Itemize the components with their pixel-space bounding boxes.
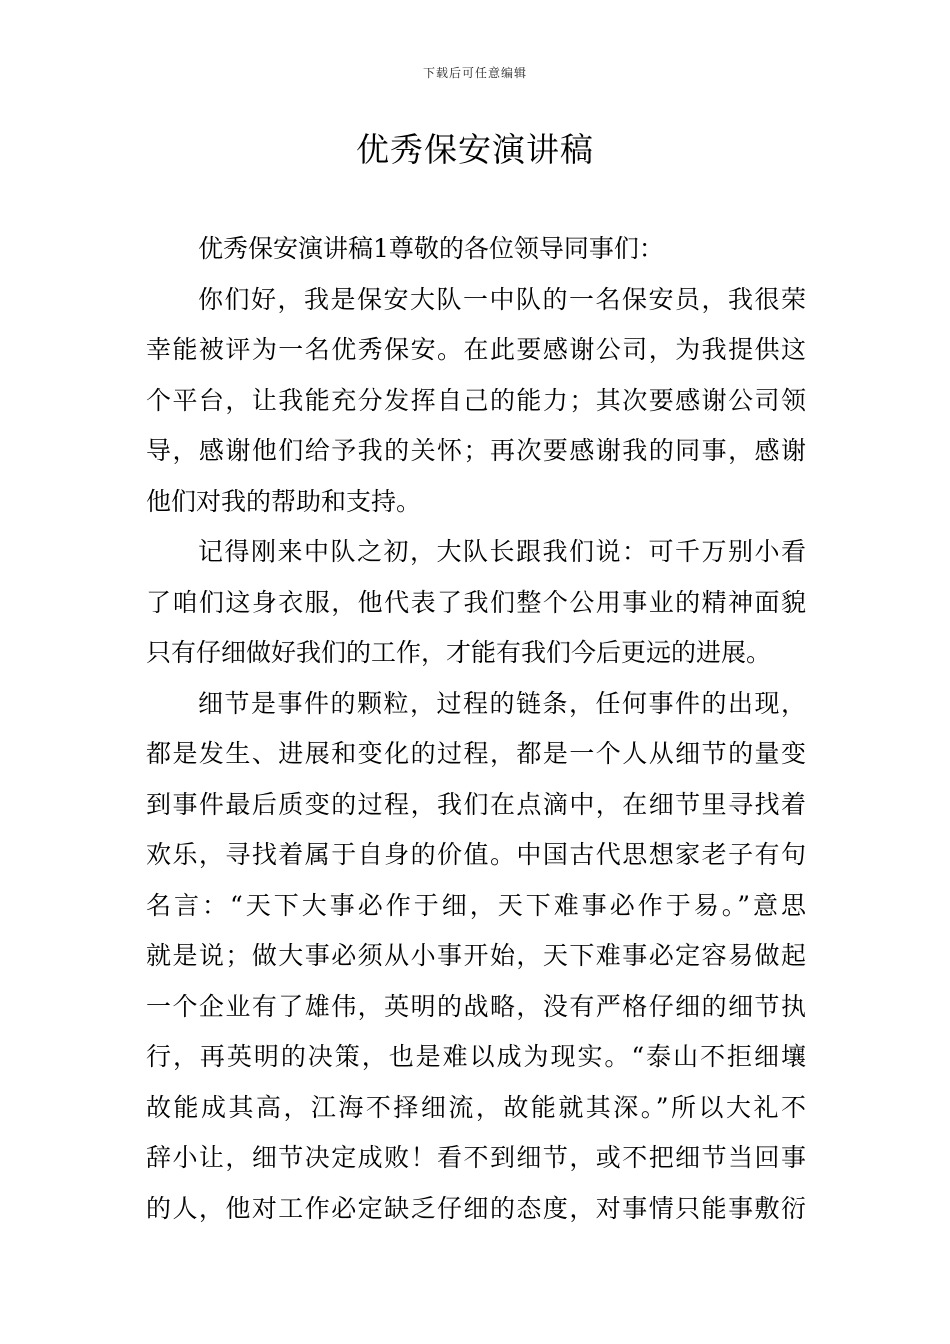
- text-line: 欢乐，寻找着属于自身的价值。中国古代思想家老子有句: [146, 840, 806, 869]
- text-line: 优秀保安演讲稿1尊敬的各位领导同事们：: [198, 234, 664, 263]
- document-title: 优秀保安演讲稿: [356, 130, 594, 169]
- text-line: 他们对我的帮助和支持。: [146, 486, 422, 516]
- text-line: 行，再英明的决策，也是难以成为现实。“泰山不拒细壤: [146, 1042, 806, 1071]
- text-line: 了咱们这身衣服，他代表了我们整个公用事业的精神面貌: [146, 587, 806, 617]
- text-line: 导，感谢他们给予我的关怀；再次要感谢我的同事，感谢: [146, 436, 806, 465]
- text-line: 名言：“天下大事必作于细，天下难事必作于易。”意思: [146, 890, 806, 920]
- text-line: 辞小让，细节决定成败！看不到细节，或不把细节当回事: [146, 1143, 806, 1172]
- text-line: 就是说；做大事必须从小事开始，天下难事必定容易做起: [146, 941, 806, 970]
- text-line: 你们好，我是保安大队一中队的一名保安员，我很荣: [198, 284, 806, 314]
- text-line: 个平台，让我能充分发挥自己的能力；其次要感谢公司领: [146, 385, 806, 415]
- text-line: 幸能被评为一名优秀保安。在此要感谢公司，为我提供这: [146, 335, 806, 364]
- text-line: 一个企业有了雄伟，英明的战略，没有严格仔细的细节执: [146, 991, 806, 1021]
- text-line: 记得刚来中队之初，大队长跟我们说：可千万别小看: [198, 537, 806, 566]
- text-line: 到事件最后质变的过程，我们在点滴中，在细节里寻找着: [146, 789, 806, 819]
- text-line: 的人，他对工作必定缺乏仔细的态度，对事情只能事敷衍: [146, 1193, 806, 1223]
- body-text: [146, 224, 806, 1234]
- text-line: 都是发生、进展和变化的过程，都是一个人从细节的量变: [146, 739, 806, 768]
- text-line: 细节是事件的颗粒，过程的链条，任何事件的出现，: [198, 688, 806, 718]
- header-note: 下载后可任意编辑: [422, 66, 527, 80]
- text-line: 故能成其高，江海不择细流，故能就其深。”所以大礼不: [146, 1092, 806, 1122]
- text-line: 只有仔细做好我们的工作，才能有我们今后更远的进展。: [146, 638, 772, 667]
